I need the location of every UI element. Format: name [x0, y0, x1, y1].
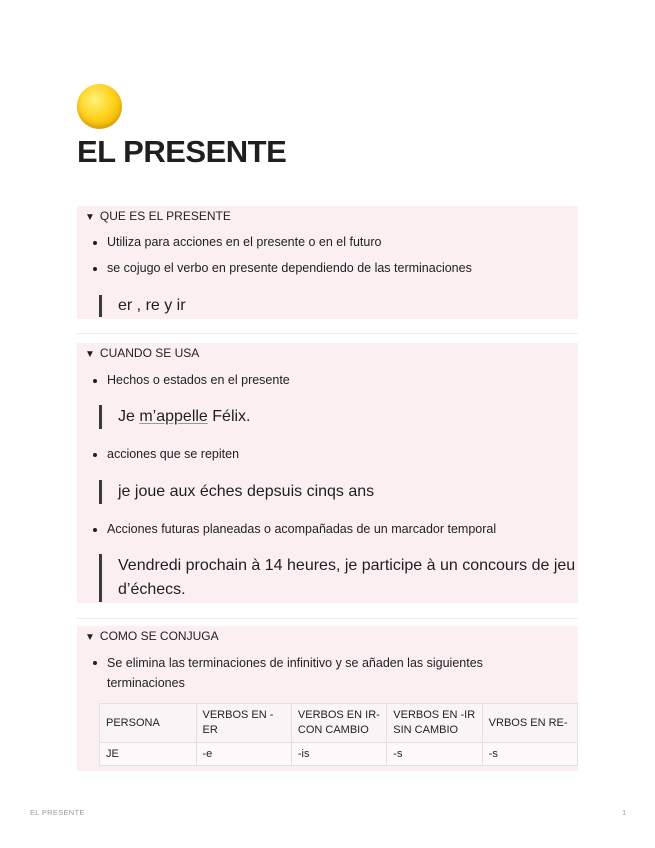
toggle-como-se-conjuga — [77, 626, 578, 771]
toggle-que-es-el-presente — [77, 206, 578, 319]
list-item-text: Utiliza para acciones en el presente o en el futuro — [107, 235, 382, 249]
quote-text: Félix. — [207, 408, 251, 425]
divider — [77, 618, 578, 619]
column-header: PERSONA — [100, 704, 197, 743]
quote-block: Vendredi prochain à 14 heures, je participe à un concours de jeu d’échecs. — [99, 554, 580, 602]
toggle-title-como: COMO SE CONJUGA — [99, 629, 219, 643]
yellow-circle-icon — [77, 84, 122, 129]
quote-block: je joue aux éches depsuis cinqs ans — [99, 480, 374, 504]
table-cell: -is — [291, 743, 386, 766]
triangle-down-icon[interactable]: ▼ — [85, 212, 95, 223]
conjugation-table — [99, 703, 578, 766]
list-item — [107, 373, 290, 387]
list-item — [107, 447, 239, 461]
list-item-text: se cojugo el verbo en presente dependiendo de las terminaciones — [107, 261, 472, 275]
quote-block: er , re y ir — [99, 295, 186, 317]
toggle-header-como[interactable] — [85, 629, 219, 643]
triangle-down-icon[interactable]: ▼ — [85, 349, 95, 360]
list-item — [107, 261, 472, 275]
table-cell: -s — [387, 743, 482, 766]
list-item — [107, 522, 496, 536]
toggle-header-cuando[interactable] — [85, 346, 199, 360]
toggle-cuando-se-usa — [77, 343, 578, 603]
quote-text: Je — [118, 408, 140, 425]
column-header: VERBOS EN -ER — [196, 704, 291, 743]
toggle-title-que: QUE ES EL PRESENTE — [99, 209, 231, 223]
list-item-text: Acciones futuras planeadas o acompañadas de un marcador temporal — [107, 522, 497, 536]
bullet-dot-icon — [93, 267, 97, 271]
list-item — [107, 235, 381, 249]
list-item-text: Hechos o estados en el presente — [107, 373, 290, 387]
table-cell: -s — [482, 743, 577, 766]
list-item-text: acciones que se repiten — [107, 447, 240, 461]
toggle-title-cuando: CUANDO SE USA — [99, 346, 200, 360]
column-header: VERBOS EN -IR SIN CAMBIO — [387, 704, 482, 743]
bullet-dot-icon — [93, 528, 97, 532]
triangle-down-icon[interactable]: ▼ — [85, 632, 95, 643]
bullet-dot-icon — [93, 379, 97, 383]
footer-title: EL PRESENTE — [30, 808, 85, 817]
table-cell: JE — [100, 743, 197, 766]
table-row — [100, 743, 578, 766]
bullet-dot-icon — [93, 241, 97, 245]
table-header-row — [100, 704, 578, 743]
toggle-header-que[interactable] — [85, 209, 231, 223]
quote-underlined-word: m’appelle — [139, 408, 208, 425]
divider — [77, 333, 578, 334]
column-header: VRBOS EN RE- — [482, 704, 577, 743]
page-title: EL PRESENTE — [77, 134, 287, 169]
list-item-text: Se elimina las terminaciones de infinitivo y se añaden las siguientes terminaciones — [107, 656, 483, 690]
bullet-dot-icon — [93, 453, 97, 457]
bullet-dot-icon — [93, 661, 97, 665]
table-cell: -e — [196, 743, 291, 766]
footer-page-number: 1 — [622, 808, 627, 817]
list-item — [107, 653, 547, 693]
quote-block — [99, 405, 251, 429]
column-header: VERBOS EN IR-CON CAMBIO — [291, 704, 386, 743]
